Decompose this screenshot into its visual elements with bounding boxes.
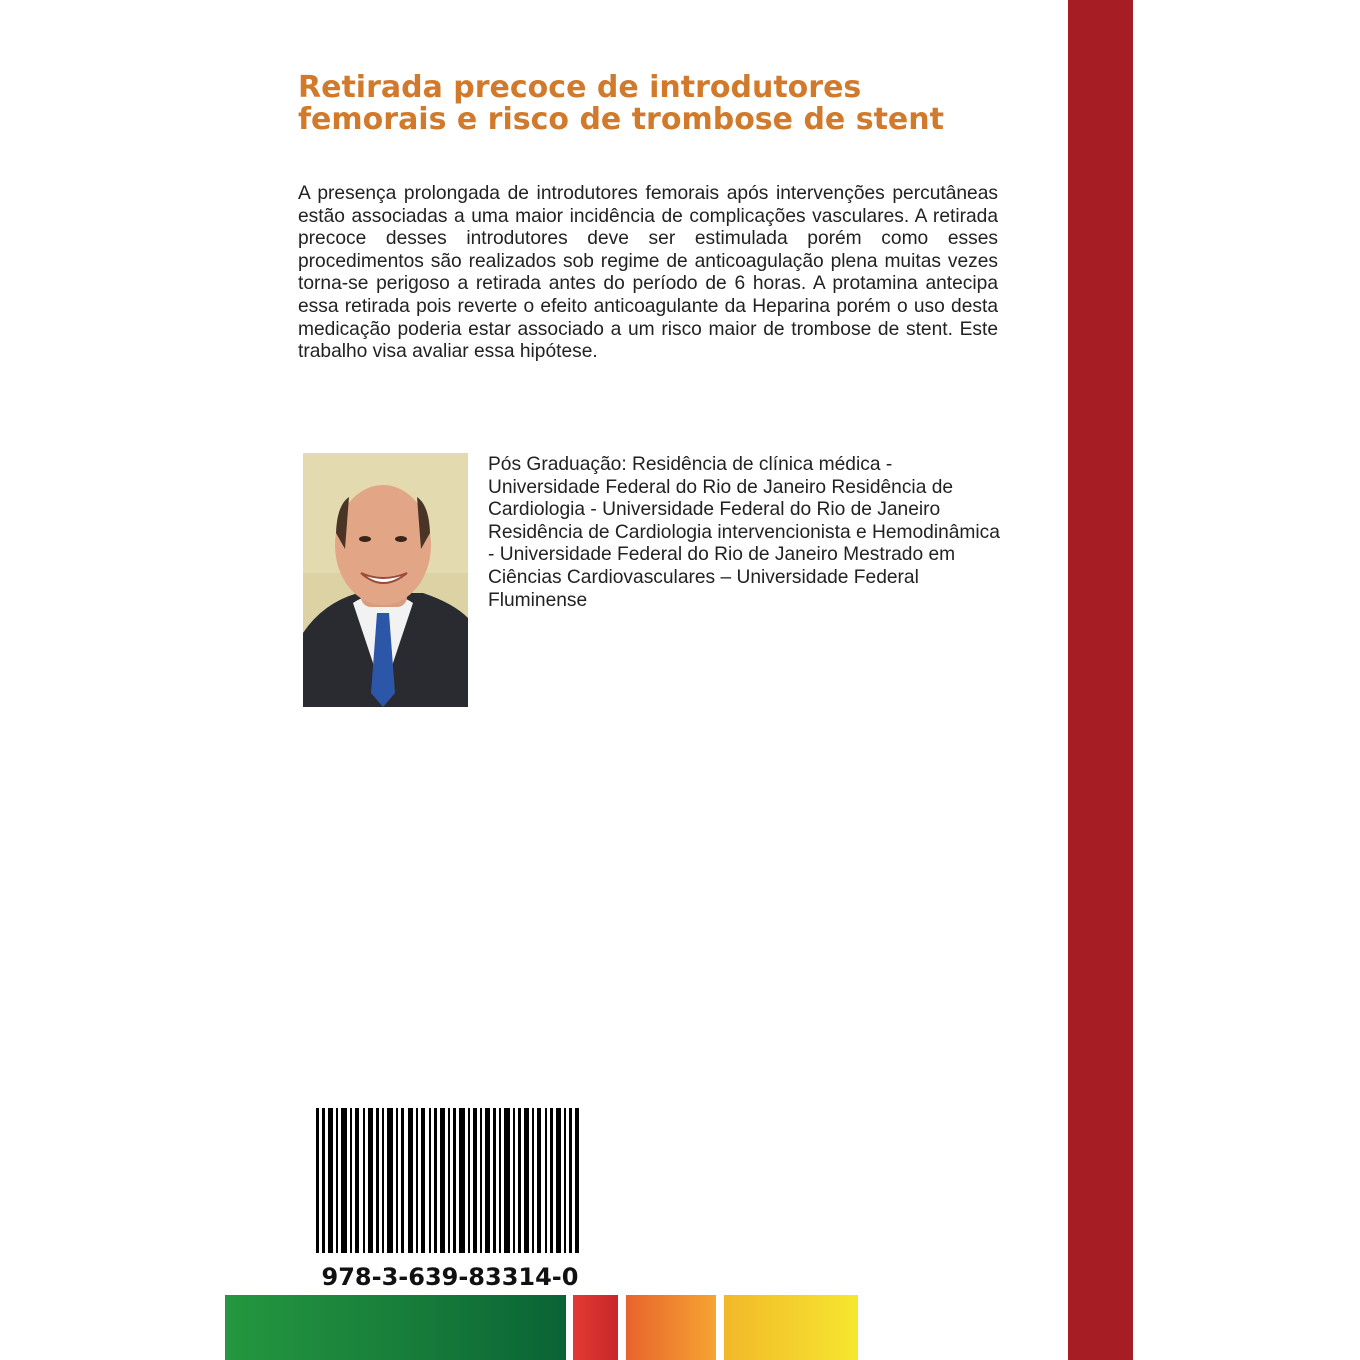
- isbn-number: 978-3-639-83314-0: [321, 1263, 579, 1291]
- book-abstract: A presença prolongada de introdutores femorais após intervenções percutâneas estão associadas a uma maior incidência de complicações vasculares. A retirada precoce desses introdutores deve ser estimulada porém como esses procedimentos são realizados sob regime de anticoagulação plena muitas vezes torna-se perigoso a retirada antes do período de 6 horas. A protamina antecipa essa retirada pois reverte o efeito anticoagulante da Heparina porém o uso desta medicação poderia estar associado a um risco maior de trombose de stent. Este trabalho visa avaliar essa hipótese.: [298, 183, 998, 363]
- color-band-red: [573, 1295, 618, 1360]
- color-band-orange: [626, 1295, 716, 1360]
- author-bio: Pós Graduação: Residência de clínica médica - Universidade Federal do Rio de Janeiro Residência de Cardiologia - Universidade Federal do Rio de Janeiro Residência de Cardiologia intervencionista e Hemodinâmica - Universidade Federal do Rio de Janeiro Mestrado em Ciências Cardiovasculares – Universidade Federal Fluminense: [488, 454, 1000, 611]
- color-band-green: [225, 1295, 566, 1360]
- book-title: Retirada precoce de introdutores femorais e risco de trombose de stent: [298, 70, 944, 137]
- isbn-barcode: [310, 1108, 590, 1253]
- book-spine: [1068, 0, 1133, 1360]
- color-band-yellow: [724, 1295, 858, 1360]
- author-photo: [303, 453, 468, 707]
